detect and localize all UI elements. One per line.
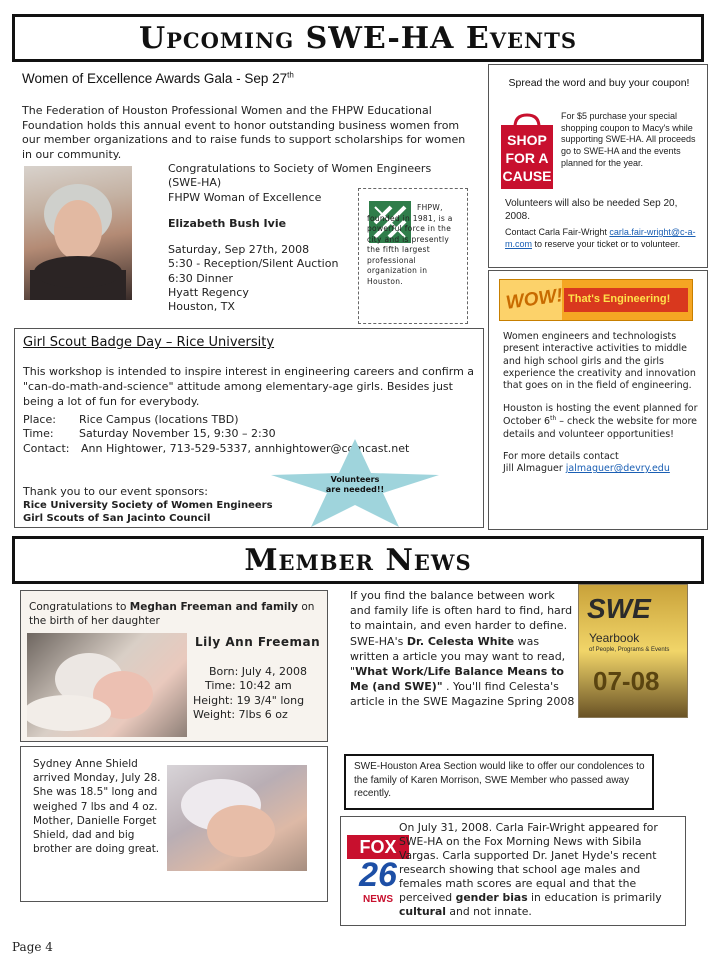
celesta-t1: If you find the balance between work and family life is often hard to find, hard to maintain, and even harder to define. SWE-HA's <box>350 589 573 648</box>
scout-time-label: Time: <box>23 427 54 441</box>
fhpw-box <box>358 188 468 324</box>
fox-logo-fox: FOX <box>347 835 409 859</box>
meghan-intro-name: Meghan Freeman and family <box>129 601 298 613</box>
gala-body: The Federation of Houston Professional Women and the FHPW Educational Foundation holds this annual event to honor outstanding business women from our member organizations and to raise funds to support scholarships for women in our community. <box>22 104 466 161</box>
baby-sydney-photo <box>167 765 307 871</box>
wow-p3: For more details contact <box>503 450 619 462</box>
scout-thanks: Thank you to our event sponsors: <box>23 485 208 498</box>
wow-box <box>488 270 708 530</box>
scout-heading: Girl Scout Badge Day – Rice University <box>23 335 275 350</box>
scout-box <box>14 328 484 528</box>
wow-p2-pre: Houston is hosting the event planned for October 6 <box>503 402 698 428</box>
shop-contact-pre: Contact Carla Fair-Wright <box>505 227 610 237</box>
meghan-intro-pre: Congratulations to <box>29 601 130 613</box>
condolence-box <box>344 754 654 810</box>
swe-yearbook-cover <box>578 584 688 718</box>
member-news-banner <box>12 536 704 584</box>
fox-logo-news: NEWS <box>363 894 393 905</box>
scout-body: This workshop is intended to inspire interest in engineering careers and confirm a "can-do-math-and-science" attitude among elementary-age girls. Besides just being a lot of fun for everybody. <box>23 365 475 408</box>
baby-lily-photo <box>27 633 187 737</box>
shop-contact-post: to reserve your ticket or to volunteer. <box>532 238 681 249</box>
gala-heading-text: Women of Excellence Awards Gala - Sep 27 <box>22 71 288 86</box>
wow-contact-email-link[interactable]: jalmaguer@devry.edu <box>565 463 670 475</box>
fox-box <box>340 816 686 926</box>
swe-yearbook-title: Yearbook <box>589 631 640 645</box>
gala-city: Houston, TX <box>168 300 235 314</box>
fox-t2: in education is primarily <box>527 891 662 905</box>
member-news-title: Member News <box>244 542 472 578</box>
wow-p2-post: – check the website for more details and volunteer opportunities! <box>503 416 697 440</box>
swe-yearbook-year: 07-08 <box>593 666 660 696</box>
swe-logo: SWE <box>587 593 651 624</box>
lily-weight: Weight: 7lbs 6 oz <box>193 707 288 721</box>
condolence-text: SWE-Houston Area Section would like to offer our condolences to the family of Karen Morrison, SWE Member who passed away recently. <box>354 761 645 799</box>
wow-contact <box>503 463 699 475</box>
baby-lily-details <box>193 665 325 722</box>
lily-height: Height: 19 3/4" long <box>193 693 305 707</box>
sydney-box <box>20 746 328 902</box>
wow-logo-wow: WOW! <box>504 285 565 314</box>
gala-date: Saturday, Sep 27th, 2008 <box>168 243 310 257</box>
scout-contact-label: Contact: <box>23 441 70 455</box>
scout-sponsors <box>23 485 323 525</box>
celesta-article <box>350 588 576 709</box>
wow-logo <box>499 279 693 321</box>
fox-bold-gender-bias: gender bias <box>455 891 528 905</box>
shop-desc: For $5 purchase your special shopping coupon to Macy's while supporting SWE-HA. All proceeds go to SWE-HA and the events planned for the year. <box>561 111 696 168</box>
scout-place-label: Place: <box>23 413 56 426</box>
celesta-t3: . You'll find Celesta's article in the SWE Magazine Spring 2008 <box>350 680 575 709</box>
meghan-intro <box>29 601 321 628</box>
wow-p2 <box>503 403 699 441</box>
scout-sponsor-1: Rice University Society of Women Engineers <box>23 500 273 512</box>
page-number: Page 4 <box>12 940 53 954</box>
wow-contact-name: Jill Almaguer <box>503 463 566 475</box>
fox-text <box>399 821 683 919</box>
celesta-article-title: What Work/Life Balance Means to Me (and SWE)" <box>350 664 564 694</box>
fox-bold-cultural: cultural <box>399 905 446 919</box>
baby-lily-name: Lily Ann Freeman <box>195 635 321 649</box>
gala-honoree: Elizabeth Bush Ivie <box>168 216 287 230</box>
gala-heading <box>22 70 482 88</box>
honoree-photo <box>24 166 132 300</box>
shop-contact <box>505 227 701 250</box>
wow-text <box>503 331 699 476</box>
fox-logo-26: 26 <box>359 856 397 894</box>
fhpw-text: FHPW, founded in 1981, is a powerful force in the city and is presently the fifth largest professional organization in Houston. <box>367 203 453 286</box>
scout-contact: Ann Hightower, 713-529-5337, annhightower@comcast.net <box>81 441 410 455</box>
gala-heading-sup: th <box>287 70 294 80</box>
gala-dinner: 6:30 Dinner <box>168 271 233 285</box>
shop-headline: Spread the word and buy your coupon! <box>508 77 690 89</box>
logo-cause: CAUSE <box>502 168 552 185</box>
lily-born: Born: July 4, 2008 <box>209 665 308 678</box>
shop-contact-email-link[interactable]: carla.fair-wright@c-a-m.com <box>505 227 696 249</box>
shop-box <box>488 64 708 268</box>
gala-venue: Hyatt Regency <box>168 286 249 300</box>
scout-time: Saturday November 15, 9:30 – 2:30 <box>79 427 276 441</box>
events-title: Upcoming SWE-HA Events <box>138 20 578 56</box>
gala-award: FHPW Woman of Excellence <box>168 190 322 204</box>
meghan-intro-post: on the birth of her daughter <box>29 601 315 627</box>
fox-t3: and not innate. <box>445 905 532 919</box>
gala-congrats: Congratulations to Society of Women Engineers (SWE-HA) <box>168 162 432 190</box>
logo-shop: SHOP <box>507 132 547 148</box>
gala-reception: 5:30 - Reception/Silent Auction <box>168 257 339 271</box>
logo-for-a: FOR A <box>505 150 549 167</box>
swe-yearbook-subtitle: of People, Programs & Events <box>589 647 670 653</box>
fox-t1: On July 31, 2008. Carla Fair-Wright appeared for SWE-HA on the Fox Morning News with Sibila Vargas. Carla supported Dr. Janet Hyde's recent research showing that school age males and females math scores are equal and that the perceived <box>399 821 658 905</box>
lily-time: Time: 10:42 am <box>205 679 292 693</box>
shop-for-a-cause-logo <box>499 113 555 189</box>
star-text: Volunteers are needed!! <box>325 475 385 494</box>
sydney-text: Sydney Anne Shield arrived Monday, July 28. She was 18.5" long and weighed 7 lbs and 4 oz. Mother, Danielle Forget Shield, dad and big brother are doing great. <box>33 758 161 856</box>
wow-p2-sup: th <box>550 415 557 423</box>
wow-logo-text: That's Engineering! <box>568 293 671 305</box>
wow-p1: Women engineers and technologists present interactive activities to middle and high school girls and the girls experience the creativity and innovation that goes on in the field of engineering. <box>503 331 696 392</box>
celesta-t2: was written a article you may want to read, " <box>350 634 566 678</box>
events-banner <box>12 14 704 62</box>
scout-sponsor-2: Girl Scouts of San Jacinto Council <box>23 513 211 525</box>
scout-place: Rice Campus (locations TBD) <box>79 413 239 426</box>
shop-volunteers: Volunteers will also be needed Sep 20, 2008. <box>505 198 678 222</box>
meghan-box <box>20 590 328 742</box>
celesta-name: Dr. Celesta White <box>406 634 515 648</box>
